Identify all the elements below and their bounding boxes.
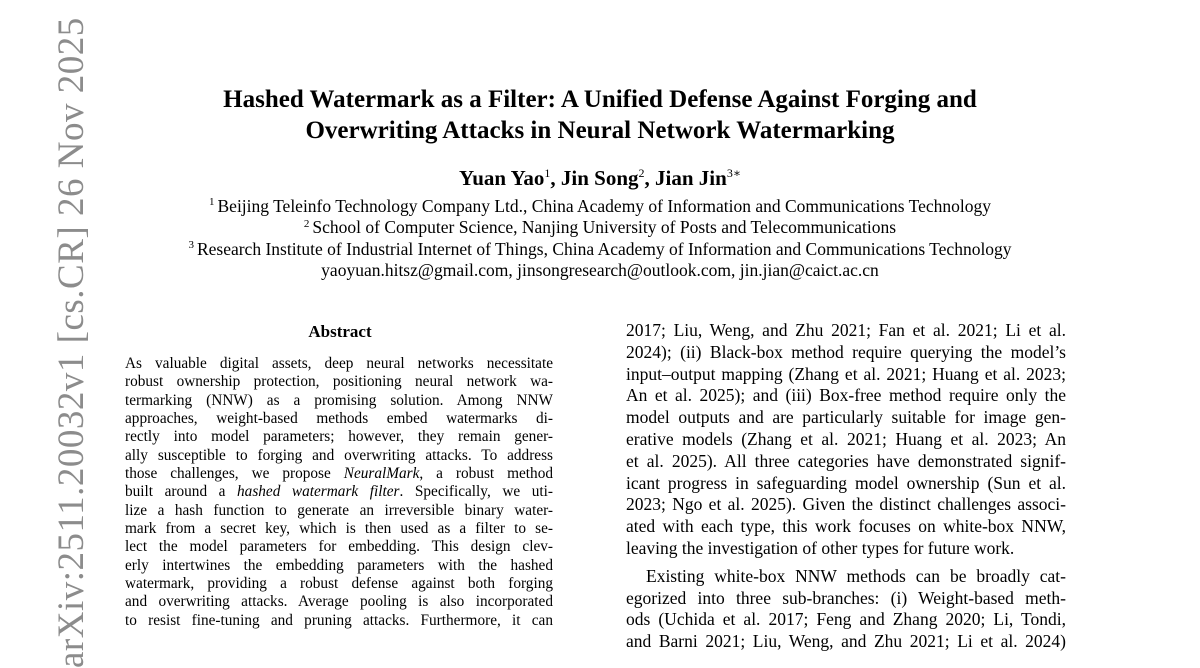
author-affil-mark: 3∗ [726,166,741,180]
abstract-line: and overwriting attacks. Average pooling is also incorporated [125,593,553,611]
abstract-line: built around a hashed watermark filter. Specifically, we uti- [125,483,553,501]
affil-text: Beijing Teleinfo Technology Company Ltd., China Academy of Information and Communications Technology [217,196,991,216]
abstract-line: robust ownership protection, positioning neural network wa- [125,373,553,391]
abstract-line: mark from a secret key, which is then used as a filter to se- [125,520,553,538]
title-line: Hashed Watermark as a Filter: A Unified Defense Against Forging and [223,86,977,113]
author-name: Jin Song [560,166,639,190]
affil-text: Research Institute of Industrial Internet of Things, China Academy of Information and Communications Technology [196,238,1012,259]
right-column-body [626,320,1066,653]
author-separator: , [644,166,656,190]
abstract-line: to resist fine-tuning and pruning attacks. Furthermore, it can [125,611,553,629]
abstract-line: those challenges, we propose NeuralMark, a robust method [125,465,554,483]
affil-mark: 2 [303,217,310,230]
abstract-heading: Abstract [308,322,372,341]
affil-mark: 3 [188,238,194,251]
abstract-line: lize a hash function to generate an irreversible binary water- [125,501,553,519]
body-line: egorized into three sub-branches: (i) Weight-based meth- [626,587,1066,608]
body-line: ods (Uchida et al. 2017; Feng and Zhang 2020; Li, Tondi, [626,609,1066,630]
body-line: input–output mapping (Zhang et al. 2021; Huang et al. 2023; [626,363,1066,384]
affiliation-line [0,196,1200,217]
body-line: leaving the investigation of other types for future work. [626,537,1015,558]
author-emails: yaoyuan.hitsz@gmail.com, jinsongresearch@outlook.com, jin.jian@caict.ac.cn [321,260,879,281]
body-line: 2023; Ngo et al. 2025). Given the distinct challenges associ- [626,494,1066,515]
body-line: Existing white-box NNW methods can be broadly cat- [646,565,1066,586]
affiliation-line [0,217,1200,238]
author-affil-mark: 1 [544,166,551,180]
abstract-line: approaches, weight-based methods embed watermarks di- [125,410,553,428]
body-line: model outputs and are particularly suitable for image gen- [626,407,1066,428]
abstract-line: lect the model parameters for embedding. This design clev- [125,538,553,556]
body-line: ated with each type, this work focuses on white-box NNW, [626,516,1066,537]
body-line: and Barni 2021; Liu, Weng, and Zhu 2021; Li et al. 2024) [626,631,1066,652]
abstract-line: erly intertwines the embedding parameters with the hashed [125,556,553,574]
abstract-line: ally susceptible to forging and overwriting attacks. To address [125,446,553,464]
body-line: erative models (Zhang et al. 2021; Huang et al. 2023; An [626,428,1066,449]
affil-mark: 1 [209,196,215,209]
author-list [0,164,1200,192]
author-name: Jian Jin [655,166,727,190]
affiliations [0,196,1200,282]
title-line: Overwriting Attacks in Neural Network Watermarking [305,117,895,144]
author-separator: , [550,166,561,190]
paper-title [0,84,1200,146]
abstract-line: watermark, providing a robust defense against both forging [125,575,553,593]
affiliation-line [0,239,1200,260]
body-line: 2017; Liu, Weng, and Zhu 2021; Fan et al. 2021; Li et al. [626,320,1066,340]
abstract-line: termarking (NNW) as a promising solution. Among NNW [125,391,553,409]
abstract-body [125,355,553,630]
author-name: Yuan Yao [459,166,545,190]
abstract-line: rectly into model parameters; however, they remain gener- [125,428,553,446]
body-line: An et al. 2025); and (iii) Box-free method require only the [626,385,1066,406]
abstract-line: As valuable digital assets, deep neural networks necessitate [125,355,553,372]
author-affil-mark: 2 [638,166,645,180]
arxiv-identifier-sidebar: arXiv:2511.20032v1 [cs.CR] 26 Nov 2025 [51,17,92,668]
body-line: et al. 2025). All three categories have demonstrated signif- [626,450,1066,471]
affil-text: School of Computer Science, Nanjing University of Posts and Telecommunications [312,217,897,238]
body-line: icant progress in safeguarding model ownership (Sun et al. [626,472,1066,493]
body-line: 2024); (ii) Black-box method require querying the model’s [626,341,1066,362]
